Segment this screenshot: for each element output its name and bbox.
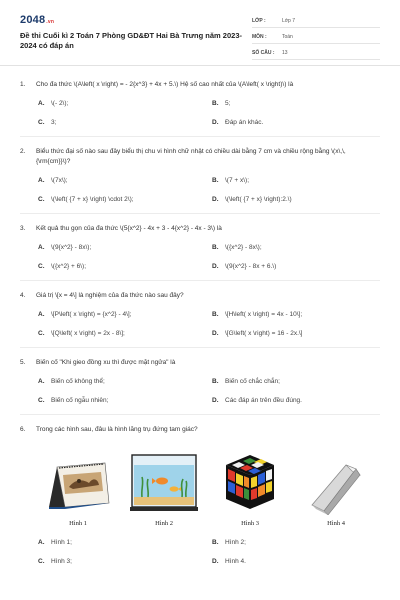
option-b[interactable] [212,175,386,185]
answer-options [38,175,380,204]
question-stem [20,147,380,167]
question-number: 4. [20,292,26,299]
option-text: \[P\left( x \right) = {x^2} - 4\]; [51,310,132,318]
option-letter: D. [212,396,219,404]
option-a[interactable] [38,242,212,252]
option-c[interactable] [38,328,212,338]
option-letter: D. [212,195,219,203]
option-b[interactable] [212,309,386,319]
question-number: 2. [20,148,26,155]
option-text: Hình 3; [51,557,72,565]
logo-suffix: .vn [46,19,55,25]
option-text: Hình 1; [51,538,72,546]
option-text: \(9{x^2} - 8x + 6.\) [225,262,277,270]
option-text: Biến cố ngẫu nhiên; [51,396,109,404]
figure-1 [38,457,118,527]
option-text: \(\left( {7 + x} \right):2.\) [225,195,292,203]
question-list [20,80,380,566]
question-4 [20,291,380,338]
option-letter: D. [212,118,219,126]
option-d[interactable] [212,117,386,127]
figure-2 [124,451,204,527]
option-text: \[G\left( x \right) = 16 - 2x.\] [225,329,303,337]
option-text: \(- 2\); [51,99,69,107]
option-letter: A. [38,377,45,385]
question-number: 3. [20,225,26,232]
question-number: 6. [20,426,26,433]
option-text: Các đáp án trên đều đúng. [225,396,302,404]
answer-options [38,376,380,405]
figure-row [38,443,376,527]
option-d[interactable] [212,395,386,405]
meta-value: 13 [282,49,288,56]
option-letter: D. [212,329,219,337]
divider [20,213,380,214]
option-text: \(7x\); [51,176,68,184]
option-text: 3; [51,118,57,126]
option-letter: C. [38,396,45,404]
question-1 [20,80,380,127]
option-letter: B. [212,99,219,107]
option-text: Đáp án khác. [225,118,264,126]
option-text: \({x^2} + 6\); [51,262,87,270]
divider [20,414,380,415]
option-a[interactable] [38,98,212,108]
figure-caption: Hình 4 [327,520,345,527]
answer-options [38,98,380,127]
figure-caption: Hình 2 [155,520,173,527]
option-b[interactable] [212,242,386,252]
option-letter: B. [212,176,219,184]
option-letter: A. [38,310,45,318]
option-d[interactable] [212,556,386,566]
option-c[interactable] [38,556,212,566]
option-letter: B. [212,310,219,318]
figure-caption: Hình 3 [241,520,259,527]
option-d[interactable] [212,194,386,204]
option-text: Hình 2; [225,538,246,546]
exam-meta [252,14,380,62]
option-b[interactable] [212,537,386,547]
option-a[interactable] [38,175,212,185]
option-text: \(9{x^2} - 8x\); [51,243,92,251]
aquarium-icon [128,451,200,515]
meta-value: Toán [282,33,293,40]
meta-label: MÔN : [252,33,267,40]
question-number: 1. [20,81,26,88]
option-c[interactable] [38,117,212,127]
answer-options [38,242,380,271]
option-letter: C. [38,329,45,337]
option-letter: B. [212,377,219,385]
option-letter: A. [38,538,45,546]
question-text: Biểu thức đại số nào sau đây biểu thị chu vi hình chữ nhật có chiều dài bằng 7 cm và chiều rộng bằng \(x\,\,{\rm{cm}}\)? [36,148,346,165]
cheese-wedge-icon [304,457,368,515]
question-text: Kết quả thu gọn của đa thức \(5{x^2} - 4x + 3 - 4{x^2} - 4x - 3\) là [36,225,222,232]
option-a[interactable] [38,309,212,319]
document-title: Đề thi Cuối kì 2 Toán 7 Phòng GD&ĐT Hai Bà Trưng năm 2023-2024 có đáp án [20,31,242,50]
question-stem [20,80,380,90]
question-2 [20,147,380,204]
calendar-prism-icon [43,457,113,515]
option-letter: D. [212,557,219,565]
figure-caption: Hình 1 [69,520,87,527]
question-stem [20,358,380,368]
question-text: Biến cố "Khi gieo đồng xu thì được mặt ngửa" là [36,359,176,366]
meta-row-class [252,14,380,28]
divider [20,280,380,281]
option-letter: A. [38,243,45,251]
meta-row-count [252,46,380,60]
option-letter: C. [38,557,45,565]
option-text: \(7 + x\); [225,176,250,184]
option-text: \(\left( {7 + x} \right) \cdot 2\); [51,195,134,203]
answer-options [38,309,380,338]
question-stem [20,224,380,234]
site-logo[interactable] [20,14,54,26]
option-text: 5; [225,99,231,107]
option-c[interactable] [38,194,212,204]
option-b[interactable] [212,98,386,108]
option-letter: B. [212,243,219,251]
option-text: \({x^2} - 8x\); [225,243,262,251]
logo-text: 2048 [20,14,46,26]
question-stem [20,291,380,301]
rubik-cube-icon [220,449,280,515]
option-letter: B. [212,538,219,546]
figure-4 [296,457,376,527]
question-text: Cho đa thức \(A\left( x \right) = - 2{x^3} + 4x + 5.\) Hệ số cao nhất của \(A\left( x \right)\) là [36,81,294,88]
question-text: Trong các hình sau, đâu là hình lăng trụ đứng tam giác? [36,426,198,433]
option-text: Biến cố không thể; [51,377,105,385]
question-text: Giá trị \[x = 4\] là nghiệm của đa thức nào sau đây? [36,292,184,299]
option-letter: C. [38,195,45,203]
question-5 [20,358,380,405]
option-letter: A. [38,99,45,107]
divider [20,136,380,137]
option-text: Hình 4. [225,557,246,565]
question-stem [20,425,380,435]
answer-options [38,537,380,566]
divider [20,347,380,348]
option-c[interactable] [38,261,212,271]
option-letter: A. [38,176,45,184]
option-letter: D. [212,262,219,270]
question-6 [20,425,380,566]
meta-label: SỐ CÂU : [252,49,275,56]
option-a[interactable] [38,376,212,386]
option-text: Biến cố chắc chắn; [225,377,280,385]
option-a[interactable] [38,537,212,547]
figure-3 [210,449,290,527]
meta-label: LỚP : [252,17,266,24]
option-letter: C. [38,262,45,270]
meta-row-subject [252,30,380,44]
option-d[interactable] [212,328,386,338]
option-letter: C. [38,118,45,126]
option-text: \[H\left( x \right) = 4x - 10\]; [225,310,303,318]
option-c[interactable] [38,395,212,405]
option-text: \[Q\left( x \right) = 2x - 8\]; [51,329,125,337]
page-header [0,0,400,66]
option-b[interactable] [212,376,386,386]
option-d[interactable] [212,261,386,271]
meta-value: Lớp 7 [282,17,296,24]
question-number: 5. [20,359,26,366]
question-3 [20,224,380,271]
